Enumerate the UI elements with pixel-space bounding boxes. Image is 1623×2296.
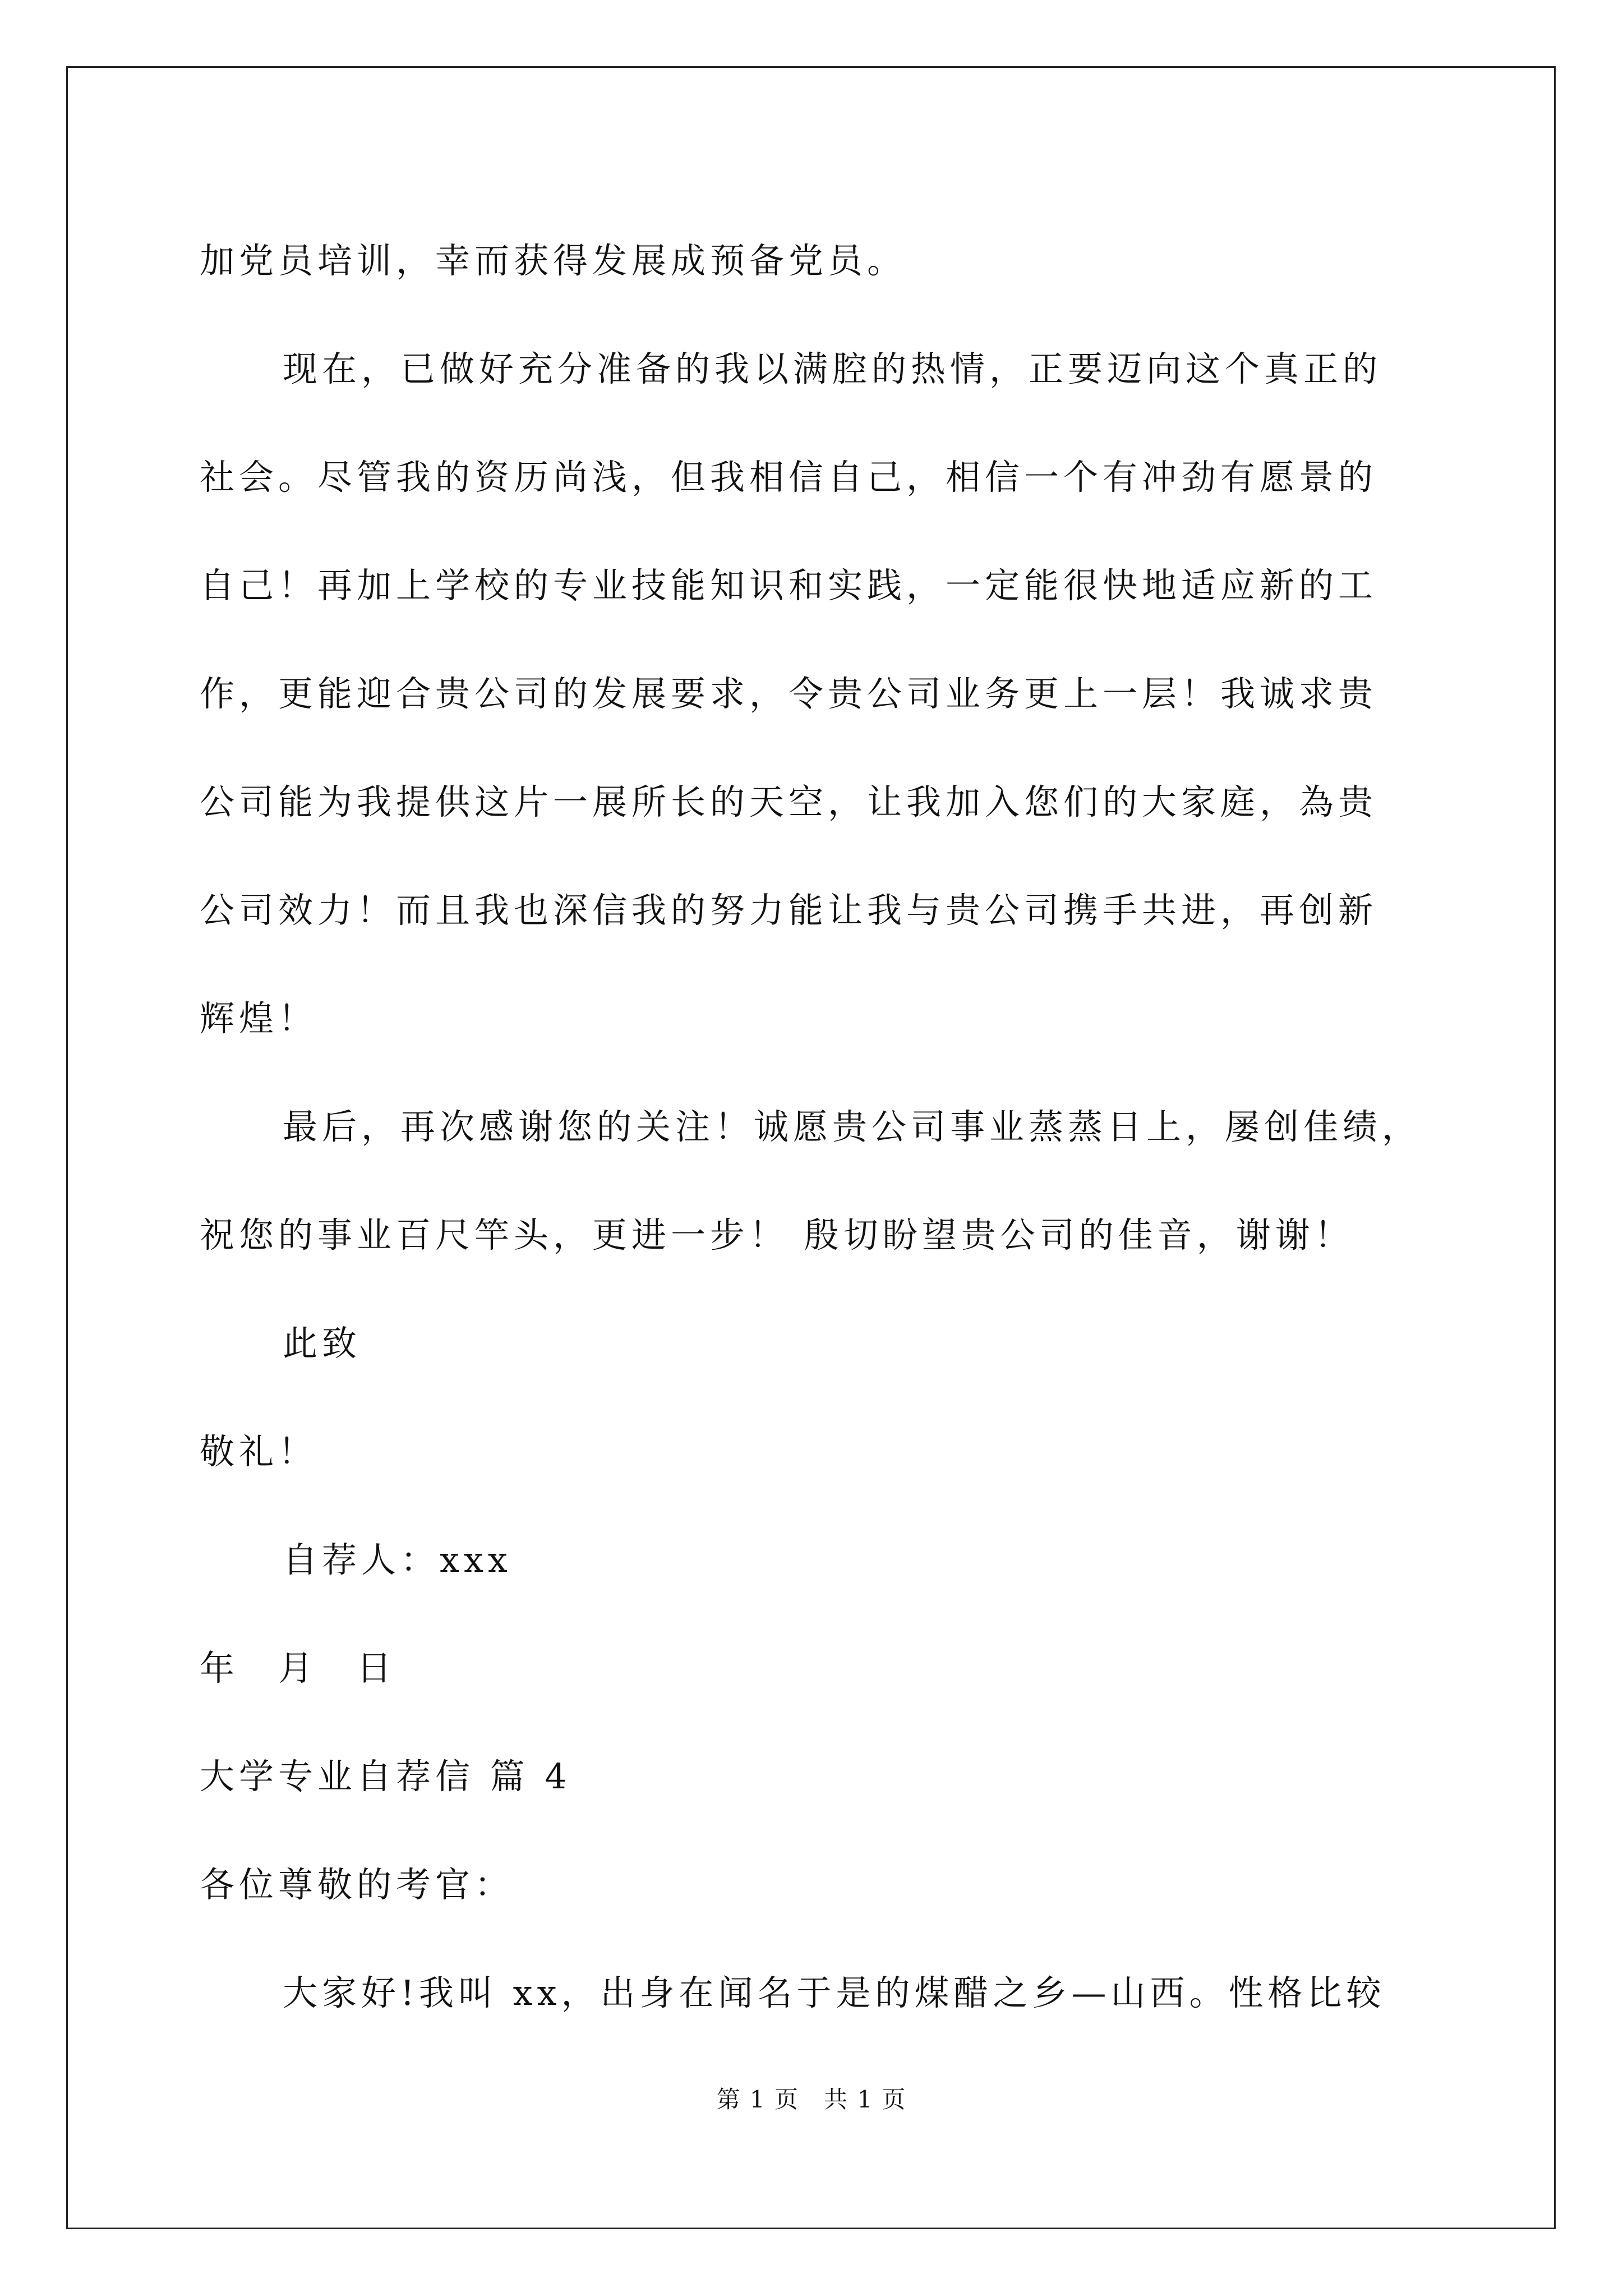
text-line-17: 大家好!我叫 xx，出身在闻名于是的煤醋之乡—山西。性格比较	[283, 1972, 1386, 2013]
date-line: 年 月 日	[200, 1648, 396, 1688]
text-line-10: 祝您的事业百尺竿头，更进一步！ 殷切盼望贵公司的佳音，谢谢！	[200, 1214, 1354, 1255]
text-line-6: 公司能为我提供这片一展所长的天空，让我加入您们的大家庭，為贵	[200, 781, 1378, 822]
section-title: 大学专业自荐信 篇 4	[200, 1756, 571, 1797]
text-line-7: 公司效力！而且我也深信我的努力能让我与贵公司携手共进，再创新	[200, 890, 1378, 931]
text-line-9: 最后，再次感谢您的关注！诚愿贵公司事业蒸蒸日上，屡创佳绩，	[283, 1106, 1422, 1147]
page-footer: 第 1 页 共 1 页	[716, 2086, 907, 2113]
text-line-3: 社会。尽管我的资历尚浅，但我相信自己，相信一个有冲劲有愿景的	[200, 457, 1378, 498]
signature-line: 自荐人：xxx	[283, 1539, 512, 1580]
text-line-5: 作，更能迎合贵公司的发展要求，令贵公司业务更上一层！我诚求贵	[200, 673, 1378, 714]
text-line-4: 自己！再加上学校的专业技能知识和实践，一定能很快地适应新的工	[200, 565, 1378, 606]
salutation-closing: 此致	[283, 1323, 362, 1364]
text-line-1: 加党员培训，幸而获得发展成预备党员。	[200, 240, 907, 281]
greeting-line: 各位尊敬的考官：	[200, 1864, 514, 1905]
text-line-2: 现在，已做好充分准备的我以满腔的热情，正要迈向这个真正的	[283, 348, 1382, 389]
salutation-regards: 敬礼！	[200, 1431, 318, 1472]
document-body	[200, 206, 1433, 2047]
text-line-8: 辉煌！	[200, 998, 318, 1039]
